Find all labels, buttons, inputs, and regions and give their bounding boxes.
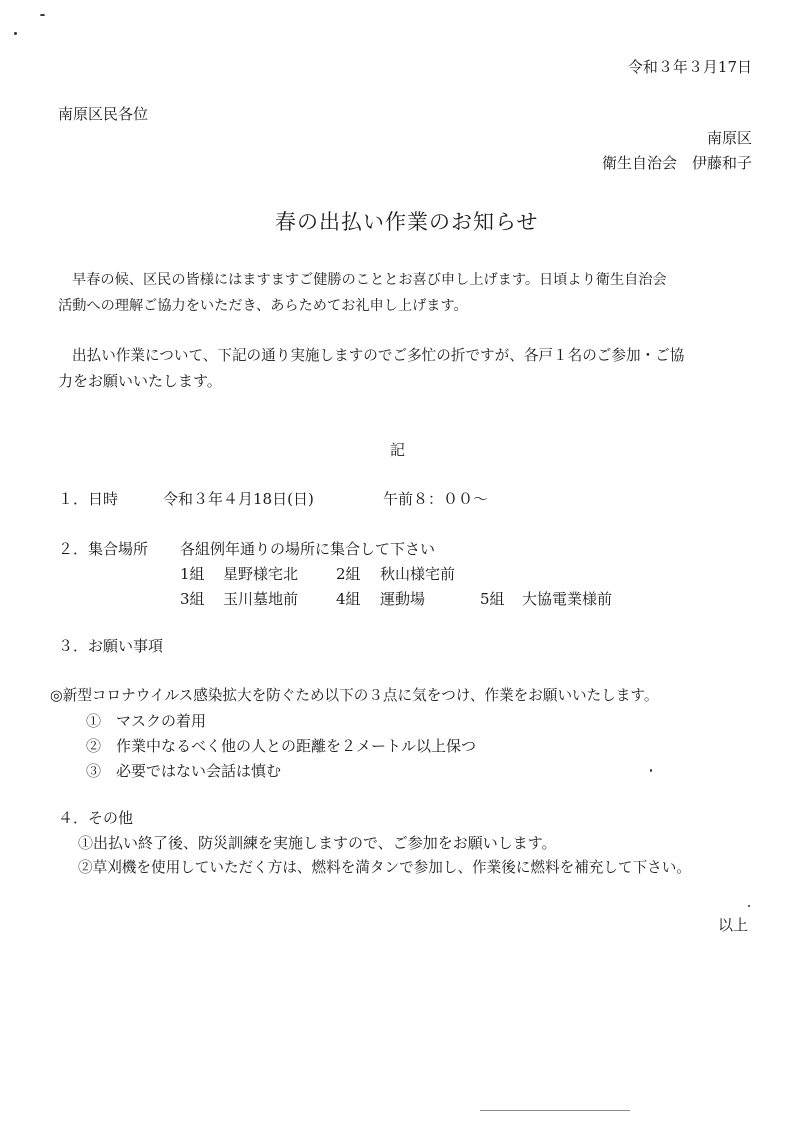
group-number: 2組 <box>336 565 361 583</box>
closing: 以上 <box>717 916 748 934</box>
document-date: 令和３年３月17日 <box>627 58 752 76</box>
datetime-time: 午前８：００～ <box>383 490 489 508</box>
place-note: 各組例年通りの場所に集合して下さい <box>180 540 436 558</box>
request-line-1: 出払い作業について、下記の通り実施しますのでご多忙の折ですが、各戸１名のご参加・ご協 <box>72 347 685 364</box>
place-label: ２．集合場所 <box>58 540 149 558</box>
scan-speck <box>748 905 750 907</box>
group-number: 1組 <box>180 565 205 583</box>
group-number: 4組 <box>336 590 361 608</box>
other-label: ４．その他 <box>58 809 134 827</box>
greeting-line-2: 活動への理解ご協力をいただき、あらためてお礼申し上げます。 <box>58 298 468 314</box>
other-point: ②草刈機を使用していただく方は、燃料を満タンで参加し、作業後に燃料を補充して下さい。 <box>78 859 691 876</box>
requests-label: ３．お願い事項 <box>58 637 164 655</box>
scan-speck <box>14 32 17 35</box>
group-place: 秋山様宅前 <box>380 565 456 583</box>
group-place: 大協電業様前 <box>522 590 613 608</box>
request-line-2: 力をお願いいたします。 <box>58 372 222 390</box>
request-point: ③ 必要ではない会話は慎む <box>86 762 282 780</box>
other-point: ①出払い終了後、防災訓練を実施しますので、ご参加をお願いします。 <box>78 834 557 852</box>
group-place: 玉川墓地前 <box>223 590 299 608</box>
request-point: ② 作業中なるべく他の人との距離を２メートル以上保つ <box>86 737 477 755</box>
datetime-label: １．日時 <box>58 490 119 508</box>
scan-speck <box>480 1110 630 1111</box>
sender-name: 衛生自治会 伊藤和子 <box>601 154 752 172</box>
group-place: 運動場 <box>380 590 426 608</box>
ki-heading: 記 <box>390 441 406 459</box>
requests-intro: ◎新型コロナウイルス感染拡大を防ぐため以下の３点に気をつけ、作業をお願いいたします。 <box>50 687 659 704</box>
scan-speck <box>650 769 652 772</box>
sender-org: 南原区 <box>706 129 752 147</box>
document-title: 春の出払い作業のお知らせ <box>275 210 539 234</box>
greeting-line-1: 早春の候、区民の皆様にはますますご健勝のこととお喜び申し上げます。日頃より衛生自治会 <box>72 272 667 288</box>
group-place: 星野様宅北 <box>223 565 299 583</box>
group-number: 5組 <box>480 590 505 608</box>
request-point: ① マスクの着用 <box>86 712 207 730</box>
scan-speck <box>40 14 45 16</box>
recipient: 南原区民各位 <box>58 105 149 123</box>
group-number: 3組 <box>180 590 205 608</box>
datetime-date: 令和３年４月18日(日) <box>163 490 314 508</box>
